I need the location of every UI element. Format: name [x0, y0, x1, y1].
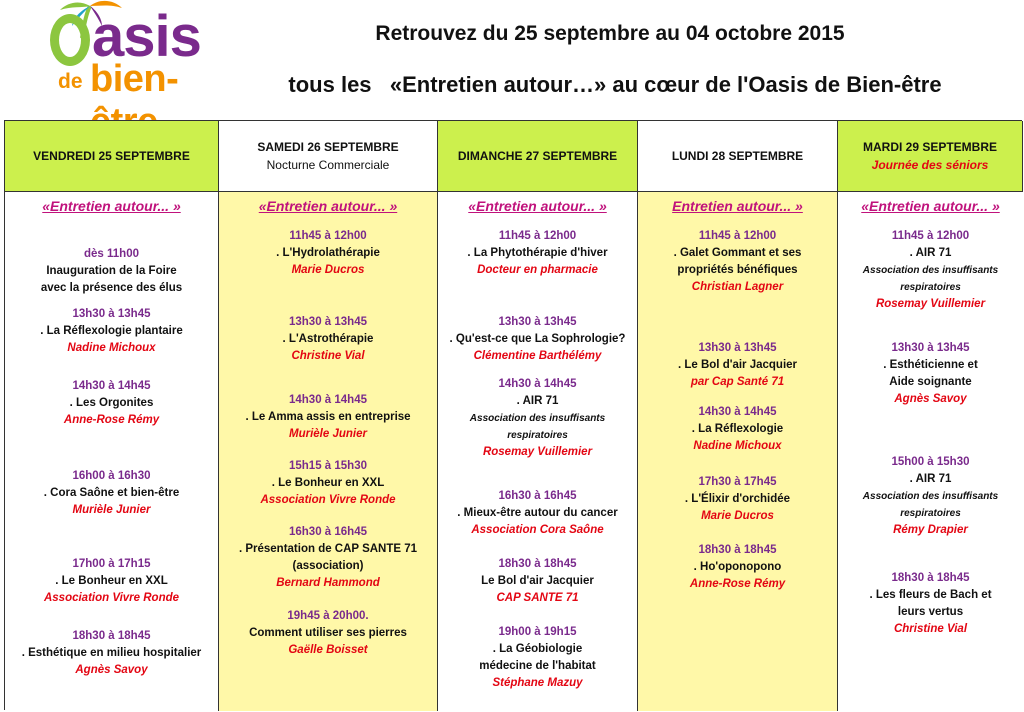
entretien-heading: «Entretien autour... » [42, 198, 181, 214]
event-time: 16h30 à 16h45 [288, 526, 367, 538]
page-title-main: tous les «Entretien autour…» au cœur de l'Oasis de Bien-être [288, 72, 942, 97]
event-presenter: Marie Ducros [291, 264, 365, 276]
event-time: 15h15 à 15h30 [288, 460, 367, 472]
event-name: . L'Hydrolathérapie [276, 247, 380, 259]
event-presenter: Nadine Michoux [67, 342, 156, 354]
event-name: . AIR 71 [909, 473, 952, 485]
event-name: . Présentation de CAP SANTE 71 [238, 543, 418, 555]
event-time: 19h00 à 19h15 [498, 626, 577, 638]
event-item [5, 378, 218, 429]
event-item [838, 454, 1023, 539]
event-presenter: Christine Vial [291, 350, 365, 362]
event-name: . La Réflexologie plantaire [40, 325, 183, 337]
event-item [438, 556, 637, 607]
day-column [5, 192, 219, 711]
event-item [5, 628, 218, 679]
logo-wordmark: asis [92, 4, 201, 69]
event-name: . Mieux-être autour du cancer [457, 507, 618, 519]
day-column [438, 192, 638, 711]
event-time: 16h30 à 16h45 [498, 490, 577, 502]
schedule-table [4, 120, 1022, 710]
day-header [5, 121, 219, 192]
event-presenter: Gaëlle Boisset [288, 644, 368, 656]
event-item [438, 624, 637, 692]
day-header [638, 121, 838, 192]
event-time: 17h30 à 17h45 [698, 476, 777, 488]
event-name: Inauguration de la Foire [46, 265, 177, 277]
event-presenter: Marie Ducros [701, 510, 774, 522]
event-presenter: Anne-Rose Rémy [689, 578, 786, 590]
event-presenter: Agnès Savoy [75, 664, 148, 676]
event-presenter: Association Vivre Ronde [260, 494, 396, 506]
event-item [638, 340, 837, 391]
event-time: 18h30 à 18h45 [698, 544, 777, 556]
event-time: 18h30 à 18h45 [498, 558, 577, 570]
event-time: dès 11h00 [84, 248, 139, 260]
day-title: MARDI 29 SEPTEMBRE [862, 140, 998, 154]
event-name: Aide soignante [889, 376, 972, 388]
event-presenter: Association Vivre Ronde [43, 592, 180, 604]
event-association: respiratoires [900, 508, 961, 519]
event-name: . Les Orgonites [69, 397, 154, 409]
event-time: 13h30 à 13h45 [288, 316, 367, 328]
event-item [5, 468, 218, 519]
event-time: 15h00 à 15h30 [891, 456, 970, 468]
event-name: . Le Bonheur en XXL [271, 477, 385, 489]
event-association: Association des insuffisants [469, 413, 606, 424]
event-name: . AIR 71 [516, 395, 559, 407]
event-name: . La Phytothérapie d'hiver [467, 247, 608, 259]
event-presenter: Rosemay Vuillemier [482, 446, 593, 458]
event-item [5, 556, 218, 607]
event-name: (association) [292, 560, 364, 572]
event-presenter: Christine Vial [893, 623, 968, 635]
day-column [219, 192, 438, 711]
event-item [638, 474, 837, 525]
event-presenter: Association Cora Saône [471, 524, 604, 536]
event-item [219, 228, 437, 279]
event-time: 14h30 à 14h45 [288, 394, 367, 406]
event-time: 14h30 à 14h45 [698, 406, 777, 418]
event-time: 18h30 à 18h45 [72, 630, 151, 642]
event-name: . La Géobiologie [492, 643, 583, 655]
event-time: 18h30 à 18h45 [891, 572, 970, 584]
event-association: respiratoires [900, 282, 961, 293]
logo-de: de [58, 70, 83, 93]
event-name: Le Bol d'air Jacquier [481, 575, 594, 587]
event-time: 19h45 à 20h00. [287, 610, 369, 622]
event-name: médecine de l'habitat [479, 660, 596, 672]
event-name: . L'Astrothérapie [282, 333, 374, 345]
event-name: . Qu'est-ce que La Sophrologie? [449, 333, 626, 345]
event-time: 16h00 à 16h30 [72, 470, 151, 482]
event-item [838, 228, 1023, 313]
event-association: Association des insuffisants [862, 491, 999, 502]
event-time: 13h30 à 13h45 [698, 342, 777, 354]
logo-bien-etre: bien- [90, 58, 179, 100]
event-item [219, 314, 437, 365]
event-time: 17h00 à 17h15 [72, 558, 151, 570]
event-name: . Le Amma assis en entreprise [245, 411, 411, 423]
oasis-logo [28, 0, 238, 100]
event-time: 13h30 à 13h45 [891, 342, 970, 354]
event-item [638, 542, 837, 593]
event-name: . Galet Gommant et ses [673, 247, 802, 259]
day-title: SAMEDI 26 SEPTEMBRE [257, 140, 399, 154]
event-presenter: Murièle Junier [72, 504, 151, 516]
event-name: . Les fleurs de Bach et [869, 589, 992, 601]
event-item [5, 306, 218, 357]
day-column [638, 192, 838, 711]
event-time: 14h30 à 14h45 [498, 378, 577, 390]
entretien-heading: Entretien autour... » [672, 198, 803, 214]
event-time: 11h45 à 12h00 [498, 230, 577, 242]
entretien-heading: «Entretien autour... » [468, 198, 607, 214]
event-name: propriétés bénéfiques [677, 264, 798, 276]
event-item [838, 340, 1023, 408]
day-title: LUNDI 28 SEPTEMBRE [671, 149, 804, 163]
event-presenter: par Cap Santé 71 [690, 376, 785, 388]
event-time: 14h30 à 14h45 [72, 380, 151, 392]
event-item [638, 404, 837, 455]
event-name: . Esthétique en milieu hospitalier [21, 647, 202, 659]
event-item [638, 228, 837, 296]
day-subtitle: Nocturne Commerciale [266, 158, 390, 172]
event-presenter: Christian Lagner [691, 281, 784, 293]
event-presenter: Bernard Hammond [276, 577, 380, 589]
event-name: . Le Bonheur en XXL [55, 575, 168, 587]
event-time: 11h45 à 12h00 [698, 230, 777, 242]
day-header [219, 121, 438, 192]
event-item [5, 246, 218, 297]
event-name: avec la présence des élus [40, 282, 183, 294]
event-item [838, 570, 1023, 638]
event-association: Association des insuffisants [862, 265, 999, 276]
event-time: 13h30 à 13h45 [72, 308, 151, 320]
event-presenter: Anne-Rose Rémy [63, 414, 160, 426]
event-presenter: Stéphane Mazuy [492, 677, 583, 689]
day-header [838, 121, 1023, 192]
event-name: . Esthéticienne et [883, 359, 978, 371]
day-header [438, 121, 638, 192]
event-presenter: Murièle Junier [289, 428, 367, 440]
event-association: respiratoires [507, 430, 568, 441]
day-title: VENDREDI 25 SEPTEMBRE [33, 149, 190, 163]
event-item [438, 488, 637, 539]
event-name: . L'Élixir d'orchidée [684, 493, 791, 505]
event-presenter: Rosemay Vuillemier [875, 298, 986, 310]
event-item [219, 392, 437, 443]
event-time: 13h30 à 13h45 [498, 316, 577, 328]
event-presenter: Clémentine Barthélémy [473, 350, 602, 362]
event-item [219, 608, 437, 659]
event-item [219, 524, 437, 592]
event-presenter: Agnès Savoy [894, 393, 967, 405]
day-subtitle: Journée des séniors [871, 158, 989, 172]
entretien-heading: «Entretien autour... » [861, 198, 1000, 214]
event-item [219, 458, 437, 509]
event-name: Comment utiliser ses pierres [249, 627, 407, 639]
event-time: 11h45 à 12h00 [289, 230, 367, 242]
event-item [438, 228, 637, 279]
event-time: 11h45 à 12h00 [891, 230, 970, 242]
event-presenter: Nadine Michoux [693, 440, 782, 452]
day-title: DIMANCHE 27 SEPTEMBRE [457, 149, 618, 163]
event-name: . Le Bol d'air Jacquier [677, 359, 798, 371]
event-item [438, 376, 637, 461]
event-name: leurs vertus [897, 606, 964, 618]
event-presenter: Rémy Drapier [893, 524, 968, 536]
entretien-heading: «Entretien autour... » [258, 198, 398, 214]
event-name: . AIR 71 [909, 247, 952, 259]
event-name: . La Réflexologie [691, 423, 784, 435]
event-presenter: Docteur en pharmacie [477, 264, 598, 276]
page-title-dates: Retrouvez du 25 septembre au 04 octobre 2015 [375, 22, 845, 45]
event-name: . Cora Saône et bien-être [43, 487, 180, 499]
logo-o-letter [50, 14, 90, 66]
event-item [438, 314, 637, 365]
day-column [838, 192, 1023, 711]
event-presenter: CAP SANTE 71 [496, 592, 579, 604]
event-name: . Ho'oponopono [693, 561, 782, 573]
